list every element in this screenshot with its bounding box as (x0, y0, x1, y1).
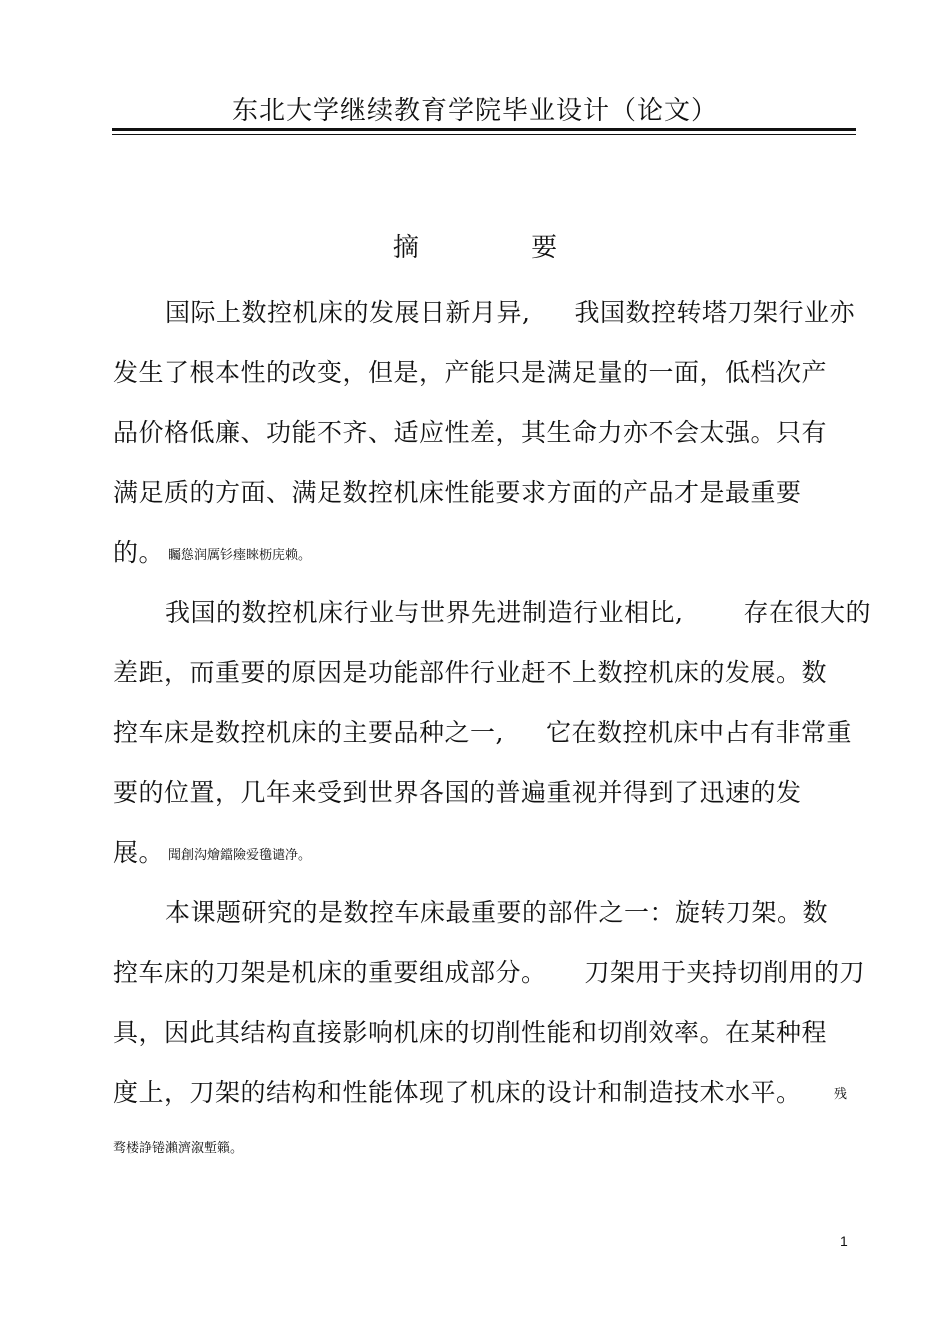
header-rule-thin (112, 134, 856, 135)
paragraph-3-line-3: 具，因此其结构直接影响机床的切削性能和切削效率。在某种程 (113, 1018, 828, 1047)
paragraph-1-line-5 (113, 536, 311, 573)
paragraph-1-line-1-part-b: 我国数控转塔刀架行业亦 (574, 298, 855, 327)
paragraph-2-line-1-part-b: 存在很大的 (743, 598, 871, 627)
paragraph-1-line-4: 满足质的方面、满足数控机床性能要求方面的产品才是最重要 (113, 478, 802, 507)
paragraph-3-line-2-part-a: 控车床的刀架是机床的重要组成部分。 (113, 958, 547, 987)
paragraph-2-line-4: 要的位置，几年来受到世界各国的普遍重视并得到了迅速的发 (113, 778, 802, 807)
paragraph-1-line-1 (165, 296, 855, 330)
paragraph-2-noise-text: 聞創沟燴鐺險爱氇谴净。 (168, 848, 312, 863)
page-header-title: 东北大学继续教育学院毕业设计（论文） (231, 96, 718, 126)
header-rule-thick (112, 128, 856, 131)
paragraph-3-line-4-noise: 残 (834, 1087, 848, 1102)
abstract-heading: 摘 要 (392, 233, 610, 263)
paragraph-3-line-4: 度上，刀架的结构和性能体现了机床的设计和制造技术水平。 (113, 1078, 802, 1107)
paragraph-1-line-5-text: 的。 (113, 538, 165, 567)
paragraph-1-line-1-part-a: 国际上数控机床的发展日新月异, (165, 298, 531, 327)
paragraph-2-line-3 (113, 716, 852, 750)
paragraph-3-line-1: 本课题研究的是数控车床最重要的部件之一：旋转刀架。数 (165, 898, 829, 927)
paragraph-1-line-3: 品价格低廉、功能不齐、适应性差，其生命力亦不会太强。只有 (113, 418, 828, 447)
paragraph-2-line-1-part-a: 我国的数控机床行业与世界先进制造行业相比, (165, 598, 684, 627)
paragraph-1-noise-text: 矚慫润厲钐瘗睞枥庑赖。 (168, 548, 312, 563)
paragraph-2-line-2: 差距，而重要的原因是功能部件行业赶不上数控机床的发展。数 (113, 658, 828, 687)
paragraph-3-line-2 (113, 956, 865, 990)
paragraph-3-line-2-part-b: 刀架用于夹持切削用的刀 (584, 958, 866, 987)
paragraph-2-line-3-part-b: 它在数控机床中占有非常重 (545, 718, 852, 747)
paragraph-2-line-1 (165, 596, 871, 630)
paragraph-2-line-5 (113, 836, 311, 873)
paragraph-3-noise-text: 骛楼諍锩瀨濟溆塹籟。 (113, 1141, 244, 1156)
paragraph-2-line-3-part-a: 控车床是数控机床的主要品种之一, (113, 718, 504, 747)
paragraph-1-line-2: 发生了根本性的改变，但是，产能只是满足量的一面，低档次产 (113, 358, 828, 387)
paragraph-2-line-5-text: 展。 (113, 838, 165, 867)
page-number: 1 (840, 1233, 848, 1249)
